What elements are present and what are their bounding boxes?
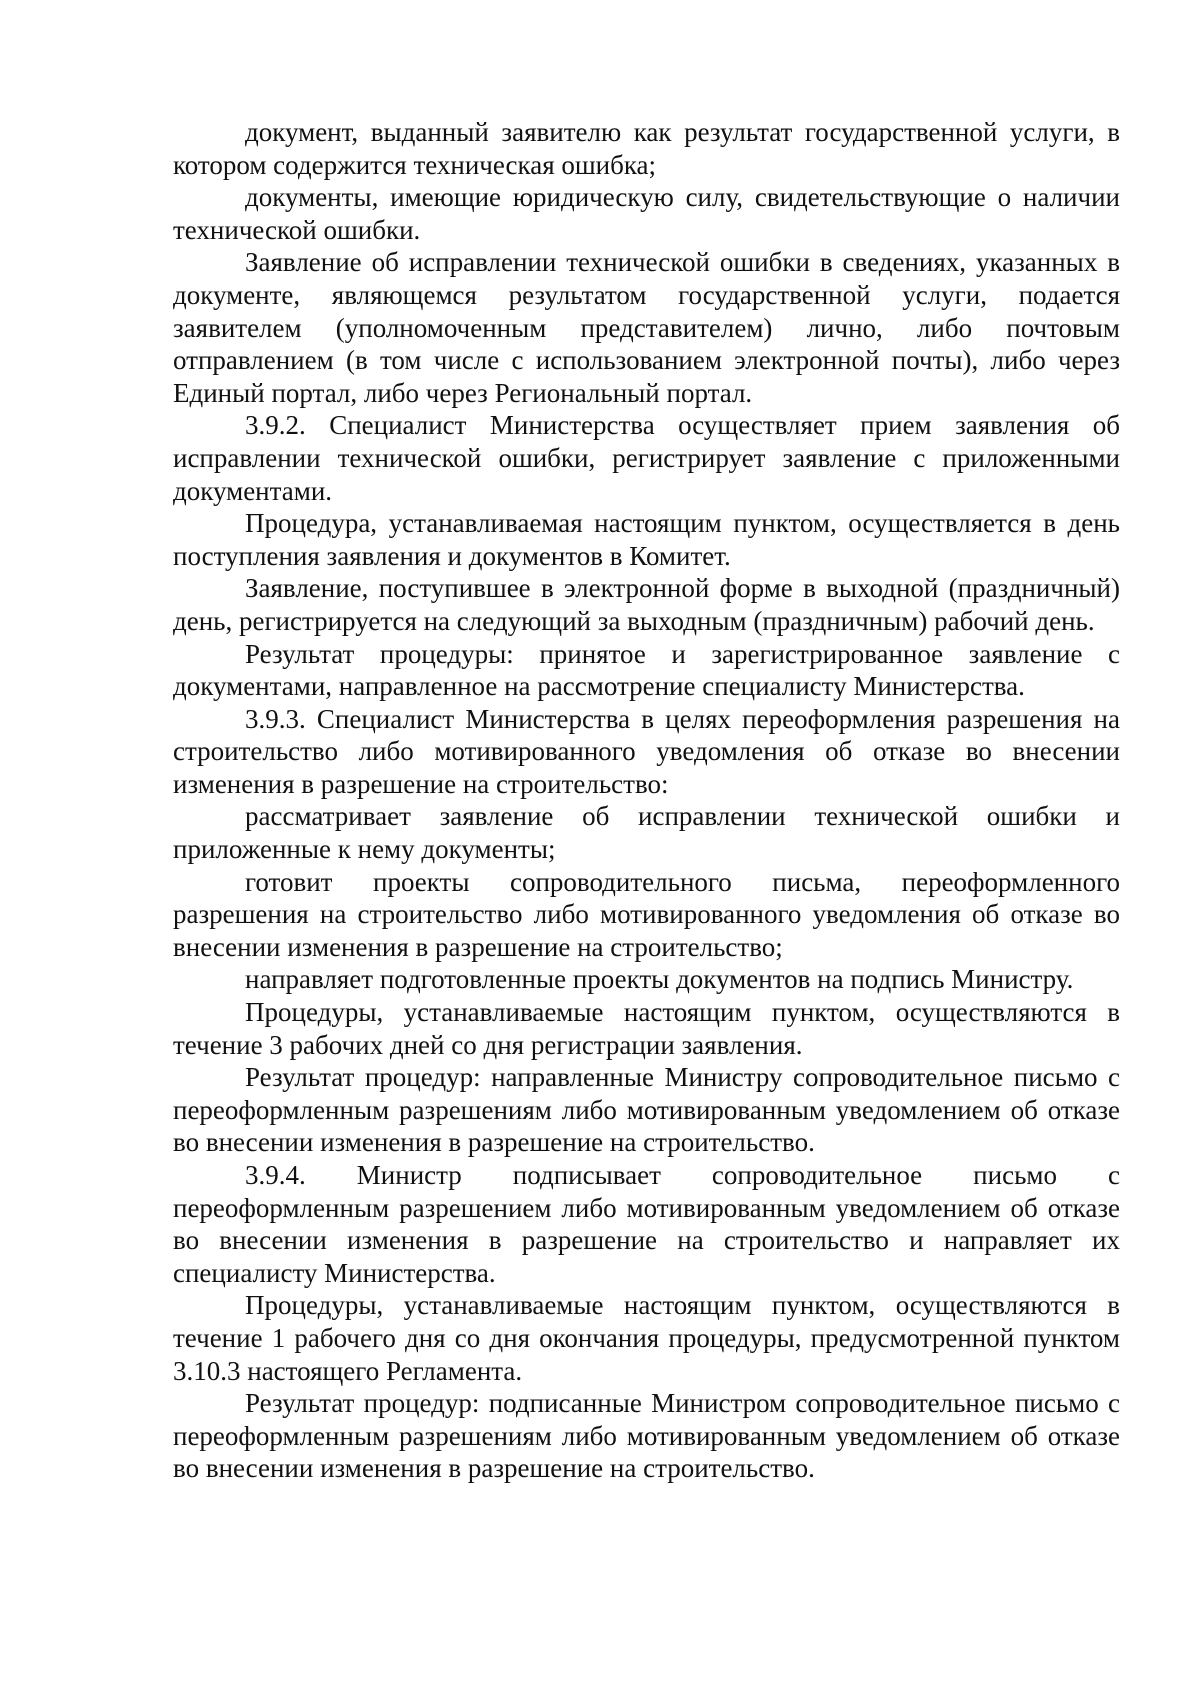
paragraph-prepares-drafts: готовит проекты сопроводительного письма, переоформленного разрешения на строительство либо мотивированного уведомления об отказе во внесении изменения в разрешение на строительство; — [173, 866, 1120, 962]
paragraph-3-9-4: 3.9.4. Министр подписывает сопроводительное письмо с переоформленным разрешением либо мотивированным уведомлением об отказе во внесении изменения в разрешение на строительство и направляет их специалисту Министерства. — [173, 1160, 1120, 1288]
paragraph-sends-drafts: направляет подготовленные проекты документов на подпись Министру. — [245, 964, 1074, 995]
paragraph-procedure-day: Процедура, устанавливаемая настоящим пунктом, осуществляется в день поступления заявления и документов в Комитет. — [173, 508, 1120, 571]
paragraph-legal-documents: документы, имеющие юридическую силу, свидетельствующие о наличии технической ошибки. — [173, 182, 1120, 245]
paragraph-document-issued: документ, выданный заявителю как результат государственной услуги, в котором содержится техническая ошибка; — [173, 117, 1120, 180]
paragraph-correction-application: Заявление об исправлении технической ошибки в сведениях, указанных в документе, являющемся результатом государственной услуги, подается заявителем (уполномоченным представителем) лично, либо почтовым отправлением (в том числе с использованием электронной почты), либо через Единый портал, либо через Региональный портал. — [173, 247, 1120, 408]
paragraph-3-9-2: 3.9.2. Специалист Министерства осуществляет прием заявления об исправлении технической ошибки, регистрирует заявление с приложенными документами. — [173, 410, 1120, 506]
paragraph-holiday-registration: Заявление, поступившее в электронной форме в выходной (праздничный) день, регистрируется на следующий за выходным (праздничным) рабочий день. — [173, 573, 1120, 636]
paragraph-procedure-result-1: Результат процедуры: принятое и зарегистрированное заявление с документами, направленное на рассмотрение специалисту Министерства. — [173, 638, 1120, 702]
paragraph-reviews-application: рассматривает заявление об исправлении технической ошибки и приложенные к нему документы; — [173, 801, 1120, 865]
paragraph-procedure-result-2: Результат процедур: направленные Министру сопроводительное письмо с переоформленным разрешениям либо мотивированным уведомлением об отказе во внесении изменения в разрешение на строительство. — [173, 1062, 1120, 1158]
paragraph-procedures-3-days: Процедуры, устанавливаемые настоящим пунктом, осуществляются в течение 3 рабочих дней со дня регистрации заявления. — [173, 997, 1120, 1060]
paragraph-3-9-3: 3.9.3. Специалист Министерства в целях переоформления разрешения на строительство либо мотивированного уведомления об отказе во внесении изменения в разрешение на строительство: — [173, 703, 1120, 799]
paragraph-procedure-result-3: Результат процедур: подписанные Министром сопроводительное письмо с переоформленным разрешениям либо мотивированным уведомлением об отказе во внесении изменения в разрешение на строительство. — [173, 1388, 1120, 1484]
paragraph-procedures-1-day: Процедуры, устанавливаемые настоящим пунктом, осуществляются в течение 1 рабочего дня со дня окончания процедуры, предусмотренной пунктом 3.10.3 настоящего Регламента. — [173, 1290, 1120, 1386]
document-page — [173, 116, 1120, 1485]
